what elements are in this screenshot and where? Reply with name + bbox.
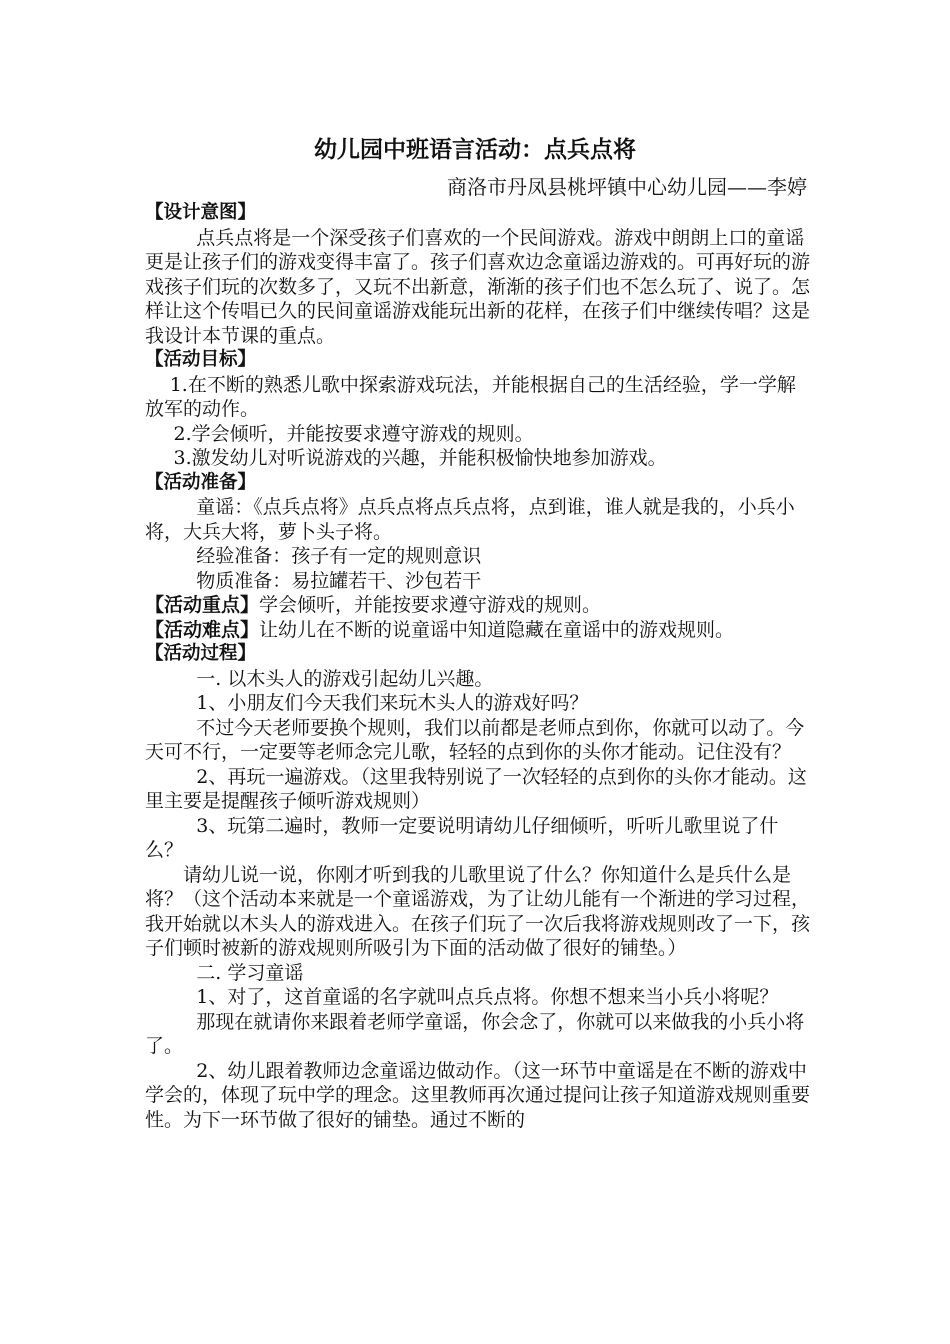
section-heading-difficulty: 【活动难点】 (145, 618, 260, 641)
section-heading-process: 【活动过程】 (145, 643, 257, 664)
difficulty-text: 让幼儿在不断的说童谣中知道隐藏在童谣中的游戏规则。 (259, 618, 735, 641)
paragraph-step-1-1b: 不过今天老师要换个规则，我们以前都是老师点到你，你就可以动了。今天可不行，一定要等老师念完儿歌，轻轻的点到你的头你才能动。记住没有？ (145, 716, 805, 763)
paragraph-difficulty (145, 618, 810, 643)
paragraph-step-2: 二. 学习童谣 (196, 961, 304, 984)
paragraph-design: 点兵点将是一个深受孩子们喜欢的一个民间游戏。游戏中朗朗上口的童谣更是让孩子们的游戏变得丰富了。孩子们喜欢边念童谣边游戏的。可再好玩的游戏孩子们玩的次数多了，又玩不出新意，渐渐的孩子们也不怎么玩了、说了。怎样让这个传唱已久的民间童谣游戏能玩出新的花样，在孩子们中继续传唱？这是我设计本节课的重点。 (145, 226, 811, 347)
paragraph-step-1-3b: 请幼儿说一说，你刚才听到我的儿歌里说了什么？你知道什么是兵什么是将？（这个活动本来就是一个童谣游戏，为了让幼儿能有一个渐进的学习过程，我开始就以木头人的游戏进入。在孩子们玩了一次后我将游戏规则改了一下，孩子们顿时被新的游戏规则所吸引为下面的活动做了很好的铺垫。） (145, 863, 811, 959)
paragraph-goal-3: 3.激发幼儿对听说游戏的兴趣，并能积极愉快地参加游戏。 (173, 447, 667, 469)
section-heading-prep: 【活动准备】 (145, 471, 257, 493)
paragraph-goal-1: 1.在不断的熟悉儿歌中探索游戏玩法，并能根据自己的生活经验，学一学解放军的动作。 (145, 373, 796, 420)
section-heading-key: 【活动重点】 (145, 594, 260, 616)
paragraph-prep-1: 童谣：《点兵点将》点兵点将点兵点将，点到谁，谁人就是我的，小兵小将，大兵大将，萝卜头子将。 (145, 496, 795, 543)
paragraph-step-1-1: 1、小朋友们今天我们来玩木头人的游戏好吗？ (196, 692, 589, 714)
paragraph-step-1: 一. 以木头人的游戏引起幼儿兴趣。 (196, 667, 494, 690)
page-title: 幼儿园中班语言活动：点兵点将 (314, 137, 636, 163)
paragraph-goal-2: 2.学会倾听，并能按要求遵守游戏的规则。 (173, 422, 534, 445)
section-heading-design: 【设计意图】 (145, 202, 257, 223)
author-line: 商洛市丹凤县桃坪镇中心幼儿园——李婷 (447, 175, 807, 199)
key-point-text: 学会倾听，并能按要求遵守游戏的规则。 (259, 594, 602, 616)
paragraph-step-2-1b: 那现在就请你来跟着老师学童谣，你会念了，你就可以来做我的小兵小将了。 (145, 1010, 805, 1057)
paragraph-key-point (145, 593, 810, 618)
document-body (145, 201, 810, 1132)
paragraph-step-2-2: 2、幼儿跟着教师边念童谣边做动作。（这一环节中童谣是在不断的游戏中学会的，体现了玩中学的理念。这里教师再次通过提问让孩子知道游戏规则重要性。为下一环节做了很好的铺垫。通过不断的 (145, 1059, 811, 1131)
paragraph-step-2-1: 1、对了，这首童谣的名字就叫点兵点将。你想不想来当小兵小将呢？ (196, 986, 779, 1008)
paragraph-step-1-2: 2、再玩一遍游戏。（这里我特别说了一次轻轻的点到你的头你才能动。这里主要是提醒孩子倾听游戏规则） (145, 765, 807, 812)
paragraph-prep-3: 物质准备：易拉罐若干、沙包若干 (196, 569, 482, 592)
paragraph-prep-2: 经验准备：孩子有一定的规则意识 (196, 545, 482, 567)
section-heading-goals: 【活动目标】 (145, 349, 257, 370)
paragraph-step-1-3: 3、玩第二遍时，教师一定要说明请幼儿仔细倾听，听听儿歌里说了什么？ (145, 814, 779, 861)
